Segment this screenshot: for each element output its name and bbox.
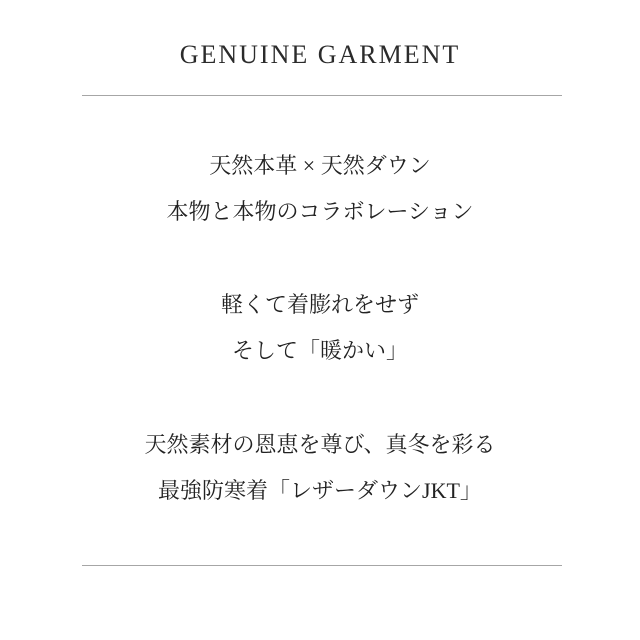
text-line: 本物と本物のコラボレーション xyxy=(166,199,474,224)
text-line: 最強防寒着「レザーダウンJKT」 xyxy=(158,478,482,503)
text-line: 軽くて着膨れをせず xyxy=(220,292,419,317)
text-line: 天然素材の恩恵を尊び、真冬を彩る xyxy=(144,432,496,457)
page-title: GENUINE GARMENT xyxy=(179,40,461,69)
paragraph-comfort xyxy=(0,282,640,374)
text-line: そして「暖かい」 xyxy=(231,338,408,363)
top-divider xyxy=(82,95,562,96)
paragraph-product xyxy=(0,422,640,514)
bottom-divider xyxy=(82,565,562,566)
paragraph-materials xyxy=(0,143,640,235)
text-line: 天然本革 × 天然ダウン xyxy=(209,153,431,178)
